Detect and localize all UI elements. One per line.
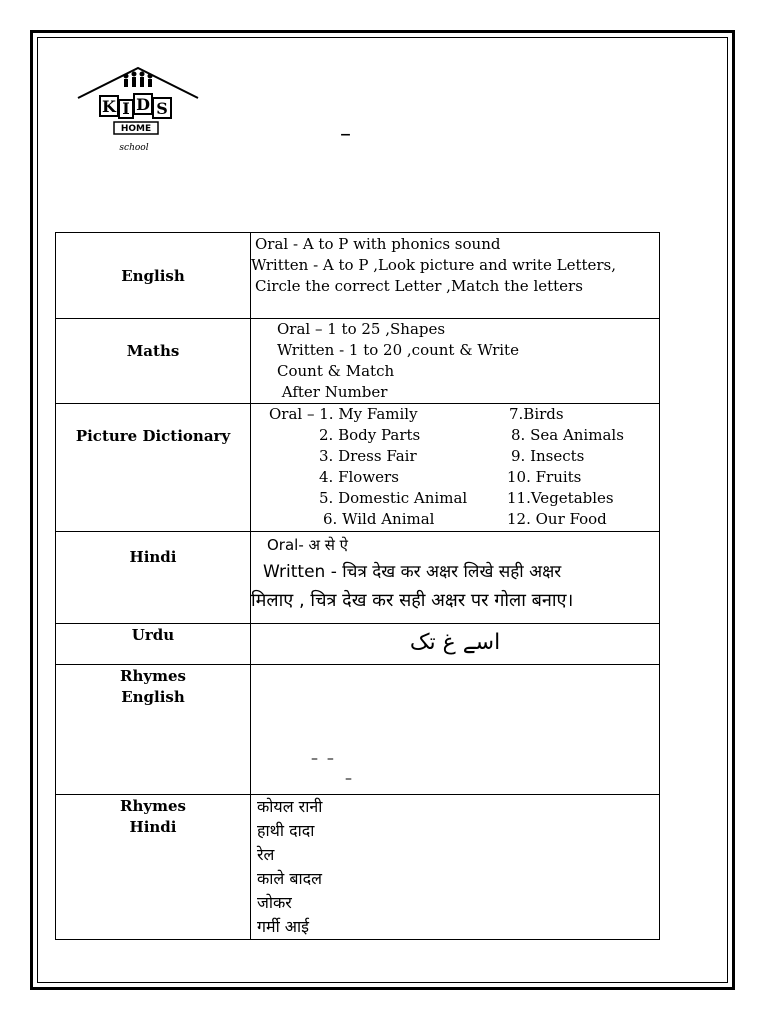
subject-maths: Maths [126,342,180,360]
list-item: 6. Wild Animal [323,510,435,528]
svg-text:school: school [119,143,149,153]
list-item: 8. Sea Animals [511,426,624,444]
subject-rhymes: Rhymes [120,667,186,685]
description-cell [251,319,660,404]
table-row-rhymes-english [56,665,660,795]
svg-text:D: D [136,95,150,114]
list-item: रेल [257,845,275,864]
subject-english: English [121,688,185,706]
rhymes-dash: – – [311,751,334,767]
description-cell [251,795,660,940]
english-oral: Oral - A to P with phonics sound [255,235,501,253]
subject-hindi: Hindi [129,818,177,836]
list-item: 7.Birds [509,405,564,423]
list-item: 10. Fruits [507,468,582,486]
hindi-written-2: मिलाए , चित्र देख कर सही अक्षर पर गोला बनाए। [251,590,574,611]
maths-written: Written - 1 to 20 ,count & Write [277,341,519,359]
subject-cell [56,665,251,795]
subject-picture-dictionary: Picture Dictionary [75,427,231,445]
description-cell [251,624,660,665]
list-item: 12. Our Food [507,510,607,528]
description-cell [251,532,660,624]
syllabus-table [55,232,660,940]
rhymes-dash: – [345,771,352,787]
subject-cell [56,404,251,532]
list-item: 3. Dress Fair [319,447,417,465]
list-item: हाथी दादा [257,821,315,840]
subject-english: English [121,266,185,285]
description-cell [251,665,660,795]
subject-cell [56,624,251,665]
subject-cell [56,532,251,624]
list-item: जोकर [257,893,292,912]
table-row-rhymes-hindi [56,795,660,940]
table-row-picture-dictionary [56,404,660,532]
list-item: कोयल रानी [257,797,323,816]
maths-after-number: After Number [277,383,388,401]
list-item: 11.Vegetables [507,489,614,507]
table-row-hindi [56,532,660,624]
english-written-2: Circle the correct Letter ,Match the letters [255,277,583,295]
description-cell [251,404,660,532]
list-item: 9. Insects [511,447,585,465]
subject-hindi: Hindi [129,548,177,566]
list-item: 5. Domestic Animal [319,489,468,507]
list-item: गर्मी आई [257,917,310,936]
subject-cell [56,233,251,319]
subject-cell [56,319,251,404]
svg-text:I: I [122,99,130,118]
description-cell [251,233,660,319]
svg-text:S: S [156,99,168,118]
list-item: 2. Body Parts [319,426,421,444]
kids-home-school-logo [76,60,200,160]
hindi-written: Written - चित्र देख कर अक्षर लिखे सही अक्षर [263,562,562,582]
list-item: Oral – 1. My Family [269,405,418,423]
hindi-oral: Oral- अ से ऐ [267,536,348,554]
list-item: 4. Flowers [319,468,399,486]
subject-urdu: Urdu [131,626,175,644]
table-row-maths [56,319,660,404]
svg-text:K: K [102,97,116,116]
subject-rhymes: Rhymes [120,797,186,815]
urdu-text: اسے غ تک [409,630,501,655]
logo-home-text: HOME [120,124,152,134]
maths-count-match: Count & Match [277,362,395,380]
english-written: Written - A to P ,Look picture and write Letters, [251,256,617,274]
list-item: काले बादल [257,869,322,888]
subject-cell [56,795,251,940]
table-row-urdu [56,624,660,665]
heading-dash: – [340,122,351,147]
table-row-english [56,233,660,319]
maths-oral: Oral – 1 to 25 ,Shapes [277,320,446,338]
